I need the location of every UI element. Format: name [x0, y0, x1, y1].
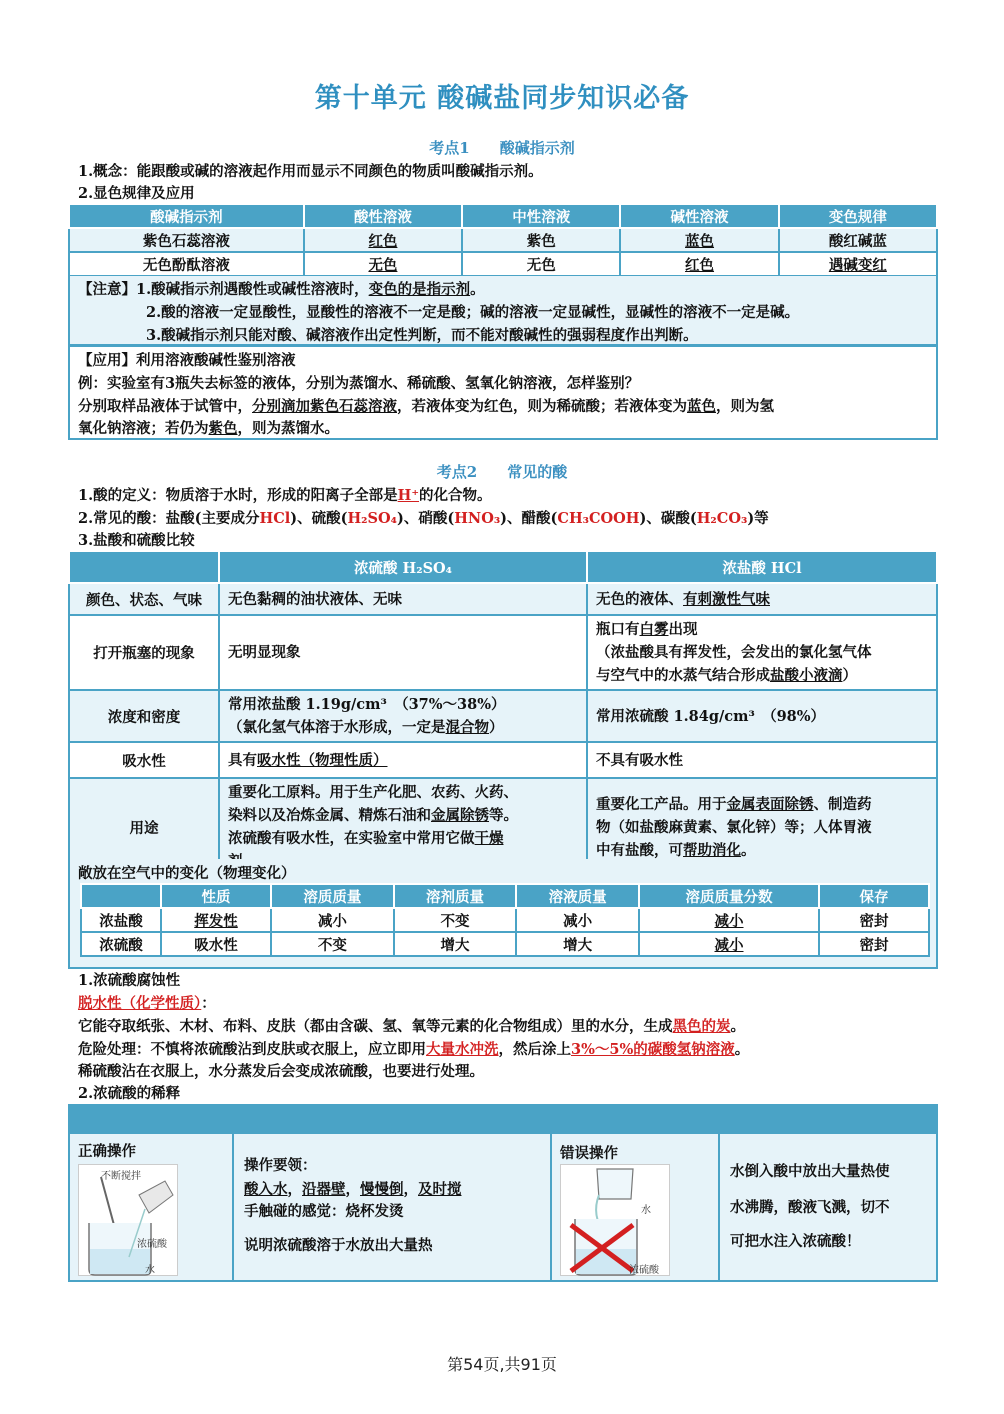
table-cell: 不具有吸水性 [587, 742, 937, 778]
page-title: 第十单元 酸碱盐同步知识必备 [314, 83, 690, 114]
table-cell: 密封 [819, 908, 929, 932]
acid-compare-table [68, 550, 938, 877]
wrong-explanation-3: 可把水注入浓硫酸！ [730, 1233, 861, 1250]
table-cell: 红色 [620, 252, 778, 276]
table-cell: 重要化工产品。用于金属表面除锈、制造药 物（如盐酸麻黄素、氯化锌）等；人体胃液 中有盐酸，可帮助消化。 [587, 778, 937, 876]
application-answer-2: 氧化钠溶液；若仍为紫色，则为蒸馏水。 [78, 420, 339, 437]
correct-operation-cell [70, 1134, 234, 1280]
table-header: 中性溶液 [462, 204, 620, 228]
compare-title: 3.盐酸和硫酸比较 [78, 532, 195, 549]
common-acids: 2.常见的酸：盐酸(主要成分HCl)、硫酸(H₂SO₄)、硝酸(HNO₃)、醋酸(CH₃COOH)、碳酸(H₂CO₃)等 [78, 510, 769, 527]
table-cell: 重要化工原料。用于生产化肥、农药、火药、 染料以及冶炼金属、精炼石油和金属除锈等。 浓硫酸有吸水性，在实验室中常用它做干燥 [219, 778, 587, 876]
wrong-operation-label: 错误操作 [560, 1145, 618, 1162]
table-header: 溶质质量分数 [639, 884, 819, 908]
wrong-explanation-1: 水倒入酸中放出大量热使 [730, 1163, 890, 1180]
note-box [68, 276, 938, 346]
table-cell: 紫色 [462, 228, 620, 252]
row-label: 吸水性 [69, 742, 219, 778]
wrong-dilution-illustration [560, 1164, 670, 1276]
application-title: 【应用】利用溶液酸碱性鉴别溶液 [78, 352, 296, 369]
operation-key-title: 操作要领： [244, 1157, 317, 1174]
application-answer-1: 分别取样品液体于试管中，分别滴加紫色石蕊溶液，若液体变为红色，则为稀硫酸；若液体变为蓝色，则为氢 [78, 398, 774, 415]
operation-key-cell [234, 1134, 552, 1280]
application-example: 例：实验室有3瓶失去标签的液体，分别为蒸馏水、稀硫酸、氢氧化钠溶液，怎样鉴别？ [78, 375, 640, 392]
table-row [81, 908, 929, 932]
acid-caption: 浓硫酸 [137, 1239, 167, 1250]
corrosive-line-3: 稀硫酸沾在衣服上，水分蒸发后会变成浓硫酸，也要进行处理。 [78, 1063, 484, 1080]
dehydration-label: 脱水性（化学性质）： [78, 995, 216, 1012]
table-cell: 减小 [516, 908, 639, 932]
table-cell: 无色黏稠的油状液体、无味 [219, 583, 587, 615]
table-cell: 常用浓硫酸 1.84g/cm³ （98%） [587, 690, 937, 742]
table-header: 溶液质量 [516, 884, 639, 908]
table-cell: 挥发性 [161, 908, 271, 932]
wrong-explanation-2: 水沸腾，酸液飞溅，切不 [730, 1199, 890, 1216]
dilution-title: 2.浓硫酸的稀释 [78, 1085, 181, 1102]
table-row [69, 583, 937, 615]
table-cell: 无色 [462, 252, 620, 276]
air-exposure-box [68, 859, 938, 969]
table-header: 浓盐酸 HCl [587, 551, 937, 583]
table-header: 保存 [819, 884, 929, 908]
dilution-header-bar [70, 1106, 936, 1134]
table-header: 溶剂质量 [394, 884, 517, 908]
table-header [81, 884, 161, 908]
water-caption: 水 [145, 1265, 155, 1276]
table-cell: 瓶口有白雾出现 （浓盐酸具有挥发性，会发出的氯化氢气体 与空气中的水蒸气结合形成盐酸小液滴） [587, 615, 937, 690]
operation-key-steps: 酸入水，沿器壁，慢慢倒，及时搅 [244, 1181, 462, 1198]
table-cell: 无色的液体、有刺激性气味 [587, 583, 937, 615]
table-row [69, 252, 937, 276]
note-line-2: 2.酸的溶液一定显酸性，显酸性的溶液不一定是酸；碱的溶液一定显碱性，显碱性的溶液不一定是碱。 [146, 304, 800, 321]
table-header: 浓硫酸 H₂SO₄ [219, 551, 587, 583]
table-row [69, 615, 937, 690]
correct-operation-label: 正确操作 [78, 1143, 136, 1160]
table-cell: 红色 [304, 228, 462, 252]
table-row [69, 690, 937, 742]
table-cell: 具有吸水性（物理性质） [219, 742, 587, 778]
application-box [68, 346, 938, 440]
table-cell: 无色酚酞溶液 [69, 252, 304, 276]
note-line-1: 【注意】1.酸碱指示剂遇酸性或碱性溶液时，变色的是指示剂。 [78, 281, 485, 298]
section-2-heading: 考点2 常见的酸 [436, 463, 568, 481]
table-header: 变色规律 [779, 204, 937, 228]
dilution-box [68, 1104, 938, 1282]
table-cell: 无明显现象 [219, 615, 587, 690]
table-cell: 增大 [394, 932, 517, 956]
table-cell: 增大 [516, 932, 639, 956]
table-cell: 无色 [304, 252, 462, 276]
row-label: 颜色、状态、气味 [69, 583, 219, 615]
table-cell: 酸红碱蓝 [779, 228, 937, 252]
wrong-operation-cell [552, 1134, 720, 1280]
table-row [69, 228, 937, 252]
table-header: 溶质质量 [271, 884, 394, 908]
table-header: 碱性溶液 [620, 204, 778, 228]
touch-feeling: 手触碰的感觉：烧杯发烫 [244, 1203, 404, 1220]
acid-definition: 1.酸的定义：物质溶于水时，形成的阳离子全部是H⁺的化合物。 [78, 487, 492, 504]
table-cell: 不变 [271, 932, 394, 956]
acid-caption: 浓硫酸 [629, 1265, 659, 1276]
indicator-concept: 1.概念：能跟酸或碱的溶液起作用而显示不同颜色的物质叫酸碱指示剂。 [78, 163, 543, 180]
table-cell: 吸水性 [161, 932, 271, 956]
corrosive-title: 1.浓硫酸腐蚀性 [78, 972, 181, 989]
table-cell: 蓝色 [620, 228, 778, 252]
corrosive-line-1: 它能夺取纸张、木材、布料、皮肤（都由含碳、氢、氧等元素的化合物组成）里的水分，生成黑色的炭。 [78, 1018, 745, 1035]
wrong-explanation-cell [720, 1134, 936, 1280]
table-cell: 减小 [639, 932, 819, 956]
table-row [69, 742, 937, 778]
row-label: 打开瓶塞的现象 [69, 615, 219, 690]
stir-caption: 不断搅拌 [101, 1171, 141, 1182]
row-label: 用途 [69, 778, 219, 876]
section-1-heading: 考点1 酸碱指示剂 [429, 139, 575, 157]
table-header: 酸性溶液 [304, 204, 462, 228]
air-exposure-label: 敞放在空气中的变化（物理变化） [78, 865, 296, 882]
page-number: 第54页,共91页 [447, 1355, 557, 1374]
table-cell: 常用浓盐酸 1.19g/cm³ （37%～38%） （氯化氢气体溶于水形成，一定是混合物） [219, 690, 587, 742]
correct-dilution-illustration [78, 1164, 178, 1276]
table-header: 性质 [161, 884, 271, 908]
table-cell: 减小 [639, 908, 819, 932]
water-caption: 水 [641, 1205, 651, 1216]
table-cell: 遇碱变红 [779, 252, 937, 276]
table-cell: 紫色石蕊溶液 [69, 228, 304, 252]
corrosive-line-2: 危险处理：不慎将浓硫酸沾到皮肤或衣服上，应立即用大量水冲洗，然后涂上3%～5%的碳酸氢钠溶液。 [78, 1041, 750, 1058]
note-line-3: 3.酸碱指示剂只能对酸、碱溶液作出定性判断，而不能对酸碱性的强弱程度作出判断。 [146, 327, 698, 344]
table-header [69, 551, 219, 583]
indicator-table [68, 203, 938, 277]
table-cell: 浓硫酸 [81, 932, 161, 956]
color-rule-title: 2.显色规律及应用 [78, 185, 195, 202]
table-row [81, 932, 929, 956]
table-cell: 密封 [819, 932, 929, 956]
air-exposure-table [80, 883, 930, 957]
table-cell: 浓盐酸 [81, 908, 161, 932]
table-cell: 减小 [271, 908, 394, 932]
heat-explanation: 说明浓硫酸溶于水放出大量热 [244, 1237, 433, 1254]
table-cell: 不变 [394, 908, 517, 932]
table-header: 酸碱指示剂 [69, 204, 304, 228]
row-label: 浓度和密度 [69, 690, 219, 742]
